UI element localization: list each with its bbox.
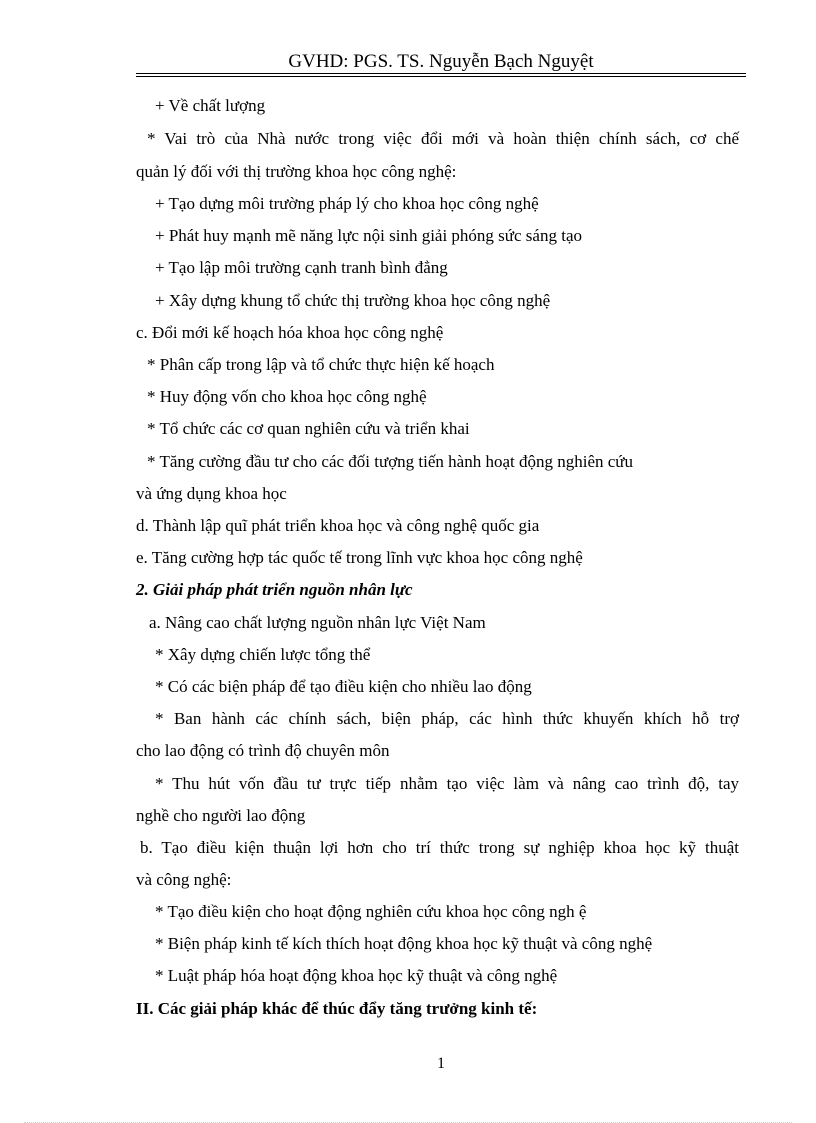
body-line: và công nghệ:	[136, 870, 232, 889]
body-line: + Phát huy mạnh mẽ năng lực nội sinh giải phóng sức sáng tạo	[155, 226, 582, 245]
header-rule-bottom	[136, 76, 746, 77]
body-line: * Tăng cường đầu tư cho các đối tượng tiến hành hoạt động nghiên cứu	[147, 452, 634, 471]
body-line: cho lao động có trình độ chuyên môn	[136, 741, 390, 760]
body-line: * Biện pháp kinh tế kích thích hoạt động khoa học kỹ thuật và công nghệ	[155, 934, 653, 953]
section-heading: 2. Giải pháp phát triển nguồn nhân lực	[136, 580, 413, 599]
body-line: * Thu hút vốn đầu tư trực tiếp nhằm tạo việc làm và nâng cao trình độ, tay	[155, 774, 739, 793]
body-line: * Xây dựng chiến lược tổng thể	[155, 645, 371, 664]
body-line: * Ban hành các chính sách, biện pháp, các hình thức khuyến khích hỗ trợ	[155, 709, 739, 728]
body-line: * Có các biện pháp để tạo điều kiện cho nhiều lao động	[155, 677, 532, 696]
body-line: quản lý đối với thị trường khoa học công nghệ:	[136, 162, 457, 181]
page-header: GVHD: PGS. TS. Nguyễn Bạch Nguyệt	[288, 51, 594, 72]
body-line: c. Đổi mới kế hoạch hóa khoa học công nghệ	[136, 323, 444, 342]
body-line: * Tổ chức các cơ quan nghiên cứu và triển khai	[147, 419, 470, 438]
body-line: + Xây dựng khung tổ chức thị trường khoa học công nghệ	[155, 291, 551, 310]
body-line: và ứng dụng khoa học	[136, 484, 287, 503]
body-line: d. Thành lập quĩ phát triển khoa học và công nghệ quốc gia	[136, 516, 540, 535]
body-line: * Luật pháp hóa hoạt động khoa học kỹ thuật và công nghệ	[155, 966, 558, 985]
body-line: e. Tăng cường hợp tác quốc tế trong lĩnh vực khoa học công nghệ	[136, 548, 583, 567]
body-line: a. Nâng cao chất lượng nguồn nhân lực Việt Nam	[149, 613, 486, 632]
page-number: 1	[437, 1055, 445, 1072]
body-line: * Vai trò của Nhà nước trong việc đổi mới và hoàn thiện chính sách, cơ chế	[147, 129, 739, 148]
body-line: * Phân cấp trong lập và tổ chức thực hiện kế hoạch	[147, 355, 495, 374]
section-heading: II. Các giải pháp khác để thúc đẩy tăng trưởng kinh tế:	[136, 999, 538, 1018]
body-line: b. Tạo điều kiện thuận lợi hơn cho trí thức trong sự nghiệp khoa học kỹ thuật	[140, 838, 739, 857]
body-line: + Về chất lượng	[155, 96, 266, 115]
body-line: nghề cho người lao động	[136, 806, 306, 825]
body-line: + Tạo dựng môi trường pháp lý cho khoa học công nghệ	[155, 194, 539, 213]
body-line: * Tạo điều kiện cho hoạt động nghiên cứu khoa học công ngh ệ	[155, 902, 587, 921]
body-line: + Tạo lập môi trường cạnh tranh bình đẳng	[155, 258, 448, 277]
header-rule-top	[136, 73, 746, 74]
body-line: * Huy động vốn cho khoa học công nghệ	[147, 387, 427, 406]
